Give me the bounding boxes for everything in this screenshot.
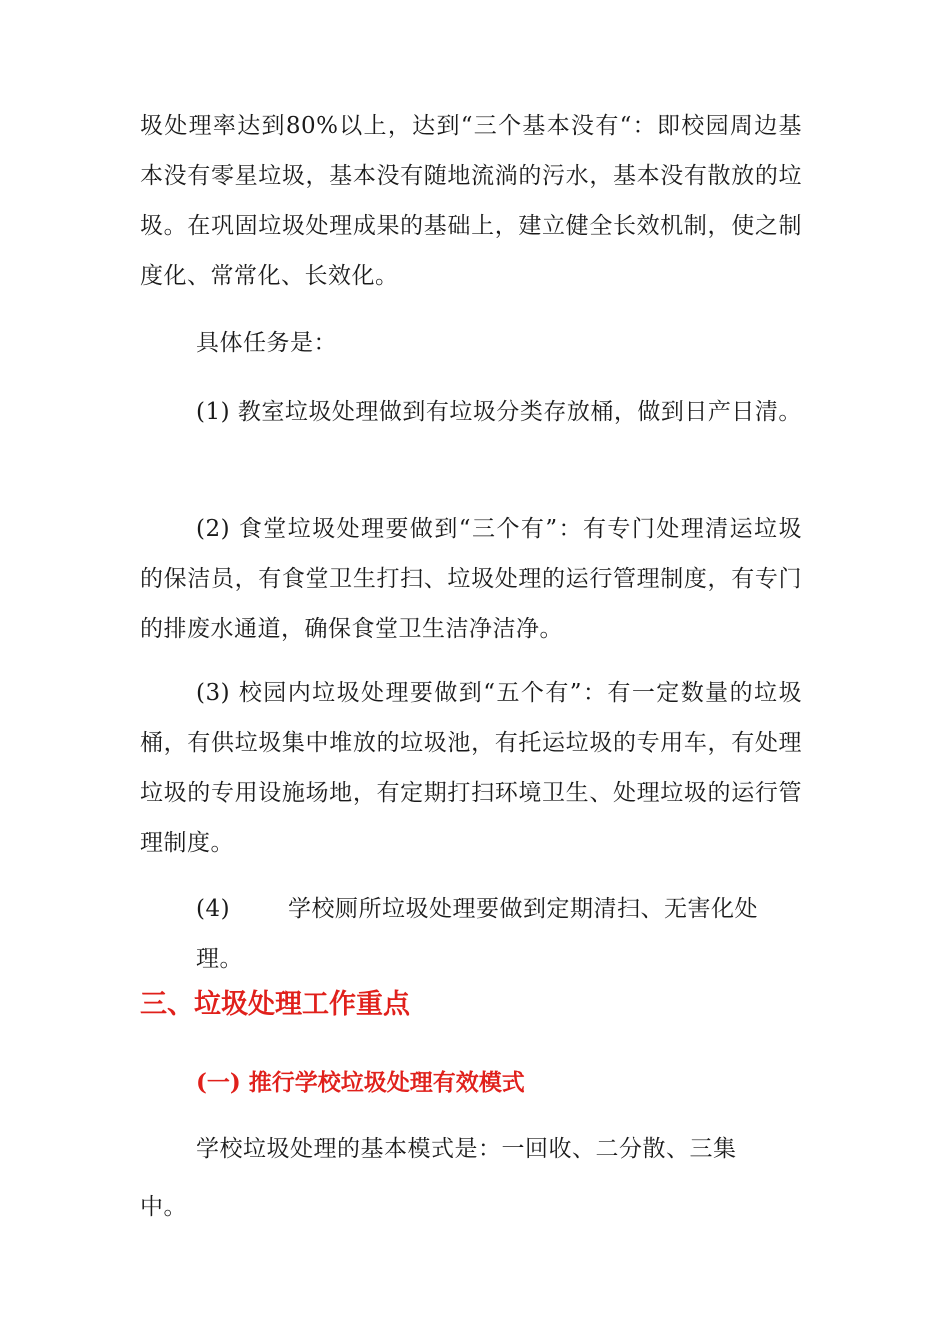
paragraph-basic-mode-tail: 中。 xyxy=(140,1194,187,1220)
paragraph-tasks-intro: 具体任务是： xyxy=(196,330,337,356)
task-4-number: (4) xyxy=(196,896,231,922)
task-4-text: 学校厕所垃圾处理要做到定期清扫、无害化处 xyxy=(288,896,758,922)
section-heading: 三、垃圾处理工作重点 xyxy=(140,989,410,1020)
paragraph-goal: 圾处理率达到80%以上，达到“三个基本没有“：即校园周边基本没有零星垃圾，基本没有随地流淌的污水，基本没有散放的垃圾。在巩固垃圾处理成果的基础上，建立健全长效机制，使之制度化、常常化、长效化。 xyxy=(140,113,802,289)
task-4-line-1 xyxy=(196,884,802,934)
paragraph-task-4 xyxy=(196,884,802,984)
paragraph-basic-mode: 学校垃圾处理的基本模式是：一回收、二分散、三集 xyxy=(196,1136,737,1162)
subsection-heading: (一) 推行学校垃圾处理有效模式 xyxy=(196,1069,525,1096)
paragraph-task-2: (2) 食堂垃圾处理要做到“三个有”：有专门处理清运垃圾的保洁员，有食堂卫生打扫、垃圾处理的运行管理制度，有专门的排废水通道，确保食堂卫生洁净洁净。 xyxy=(140,516,802,642)
paragraph-task-3: (3) 校园内垃圾处理要做到“五个有”：有一定数量的垃圾桶，有供垃圾集中堆放的垃圾池，有托运垃圾的专用车，有处理垃圾的专用设施场地，有定期打扫环境卫生、处理垃圾的运行管理制度。 xyxy=(140,680,802,856)
paragraph-task-1: (1) 教室垃圾处理做到有垃圾分类存放桶，做到日产日清。 xyxy=(196,399,802,425)
task-4-line-2: 理。 xyxy=(196,946,243,972)
